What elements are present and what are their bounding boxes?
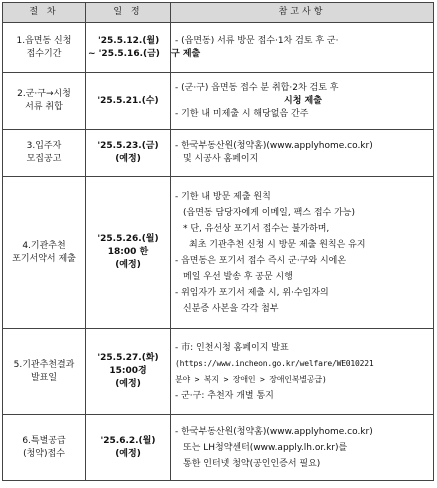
date-text: 15:00경: [109, 366, 147, 376]
note-text: - 위임자가 포기서 제출 시, 위·수임자의: [175, 287, 329, 298]
notes-cell: [171, 23, 434, 73]
step-cell: [3, 23, 86, 73]
date-cell: [86, 415, 171, 481]
table-row: [3, 73, 434, 130]
step-text: 접수기간: [26, 48, 62, 59]
table-row: [3, 130, 434, 177]
note-text: 최초 기관추천 신청 시 방문 제출 원칙은 유지: [189, 239, 366, 250]
note-text: - 市: 인천시청 홈페이지 발표: [175, 342, 289, 353]
note-text: - 한국부동산원(청약홈)(www.applyhome.co.kr): [175, 426, 373, 437]
date-text: 18:00 한: [107, 247, 149, 257]
table-row: [3, 329, 434, 415]
date-text: (예정): [115, 260, 141, 270]
table-row: [3, 23, 434, 73]
step-text: 4.기관추천: [22, 240, 66, 251]
header-notes: 참고사항: [171, 3, 434, 23]
table-row: [3, 415, 434, 481]
table-row: [3, 177, 434, 329]
notes-cell: [171, 415, 434, 481]
date-text: '25.5.27.(화): [97, 353, 159, 363]
note-text: 메일 우선 발송 후 공문 시행: [183, 271, 293, 282]
step-text: 5.기관추천결과: [13, 359, 75, 370]
date-text: (예정): [115, 448, 141, 459]
step-cell: [3, 177, 86, 329]
note-text: 및 시공사 홈페이지: [183, 154, 259, 164]
note-text: 통한 인터넷 청약(공인인증서 필요): [183, 458, 321, 469]
note-text: * 단, 유선상 포기서 접수는 불가하며,: [183, 223, 330, 234]
schedule-table: [2, 2, 434, 481]
note-text: (읍면동 담당자에게 이메일, 팩스 접수 가능): [183, 207, 355, 218]
step-cell: [3, 329, 86, 415]
note-text: 또는 LH청약센터(www.apply.lh.or.kr)를: [183, 442, 348, 453]
note-text: - 한국부동산원(청약홈)(www.applyhome.co.kr): [175, 141, 373, 151]
date-cell: [86, 130, 171, 177]
notes-cell: [171, 177, 434, 329]
date-text: ~ '25.5.16.(금): [88, 48, 160, 59]
date-cell: [86, 329, 171, 415]
header-step: 절 차: [3, 3, 86, 23]
notes-cell: [171, 329, 434, 415]
date-cell: [86, 177, 171, 329]
date-text: (예정): [115, 379, 141, 389]
step-text: 발표일: [30, 372, 58, 383]
date-text: '25.5.21.(수): [97, 95, 159, 106]
date-text: '25.5.26.(월): [97, 234, 159, 244]
note-text: - 기한 내 미제출 시 해당없음 간주: [175, 108, 309, 119]
note-text: - (군·구) 읍면동 접수 분 취합·2차 검토 후: [175, 82, 339, 93]
date-cell: [86, 73, 171, 130]
note-text: 신분증 사본을 각각 첨부: [183, 303, 279, 314]
step-text: 6.특별공급: [22, 435, 66, 446]
step-text: 포기서약서 제출: [12, 253, 76, 264]
date-text: '25.5.12.(월): [98, 35, 160, 46]
note-text: - 군·구: 추천자 개별 통지: [175, 390, 274, 401]
step-text: 1.읍면동 신청: [16, 35, 72, 46]
step-text: 3.입주자: [26, 141, 62, 151]
note-text: (https://www.incheon.go.kr/welfare/WE010221: [175, 358, 374, 368]
note-text: 시청 제출: [284, 95, 322, 106]
note-text: - (읍면동) 서류 방문 접수·1차 검토 후 군·: [175, 35, 339, 46]
step-cell: [3, 130, 86, 177]
step-text: (청약)접수: [23, 448, 65, 459]
date-text: '25.6.2.(월): [100, 435, 156, 446]
note-text: 구 제출: [171, 48, 201, 59]
date-text: '25.5.23.(금): [97, 141, 159, 151]
date-cell: [86, 23, 171, 73]
step-text: 모집공고: [26, 154, 62, 164]
date-text: (예정): [115, 154, 141, 164]
step-cell: [3, 73, 86, 130]
schedule-table-container: [2, 2, 434, 485]
header-date: 일 정: [86, 3, 171, 23]
notes-cell: [171, 130, 434, 177]
step-cell: [3, 415, 86, 481]
note-text: - 기한 내 방문 제출 원칙: [175, 191, 271, 202]
step-text: 2.군·구→시청: [17, 89, 71, 99]
table-header-row: [3, 3, 434, 23]
notes-cell: [171, 73, 434, 130]
note-text: 분야 > 복지 > 장애인 > 장애인복별공급): [175, 374, 327, 384]
step-text: 서류 취합: [25, 102, 63, 112]
note-text: - 읍면동은 포기서 접수 즉시 군·구와 시에온: [175, 255, 347, 266]
